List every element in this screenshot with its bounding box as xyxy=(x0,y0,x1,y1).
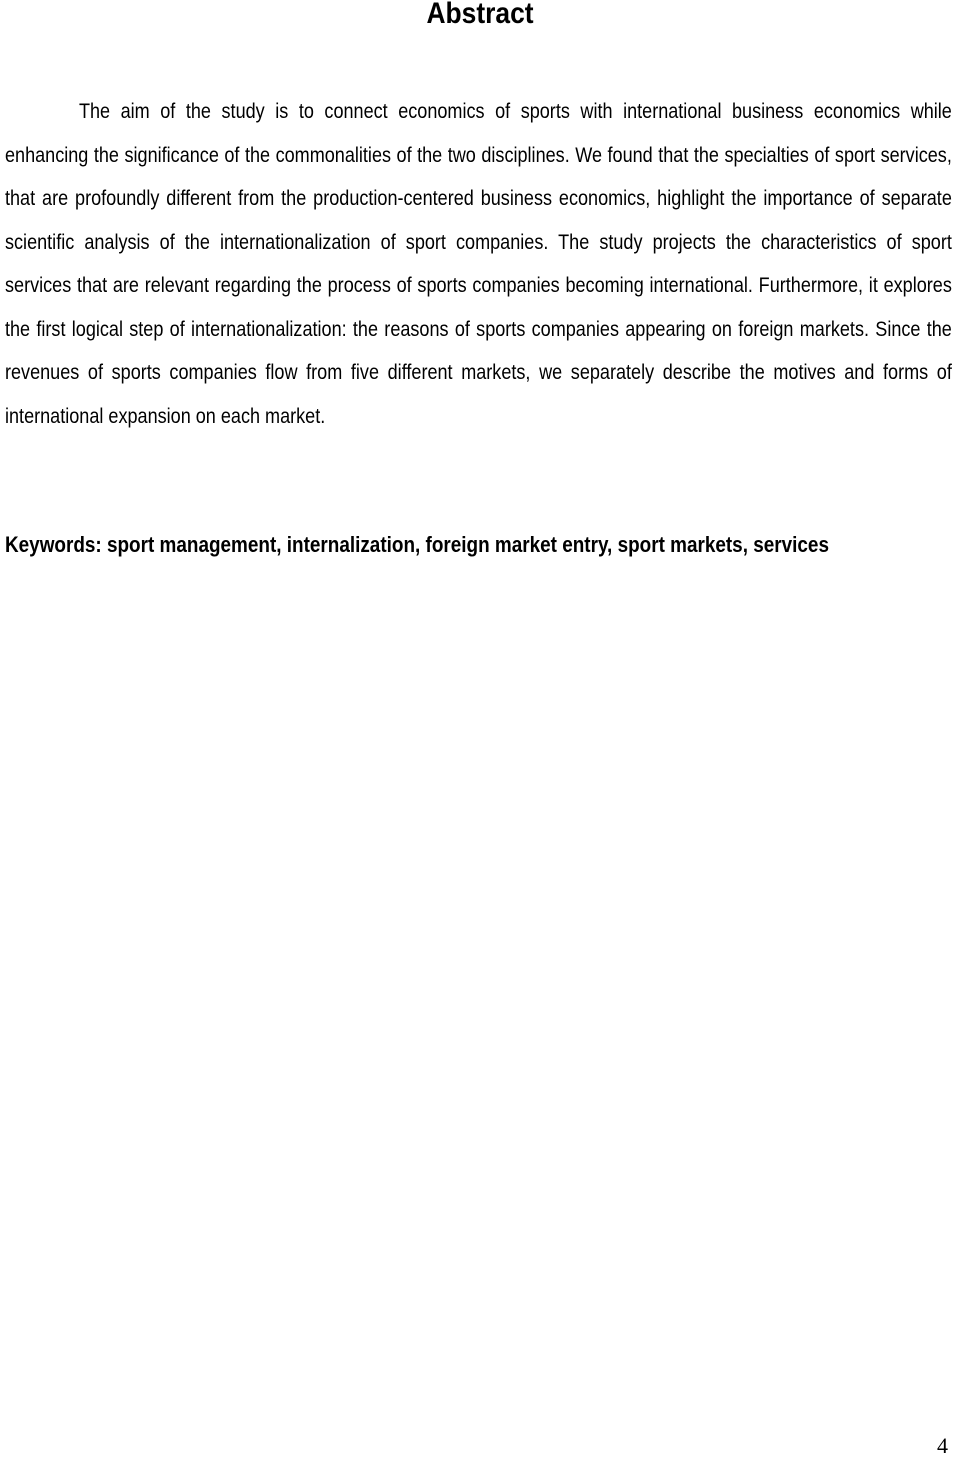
keywords-section xyxy=(5,526,960,564)
page-title: Abstract xyxy=(426,0,534,30)
keywords-line: Keywords: sport management, internalization, foreign market entry, sport markets, services xyxy=(5,532,829,557)
page-number: 4 xyxy=(937,1433,948,1458)
abstract-section xyxy=(5,90,952,438)
abstract-paragraph: The aim of the study is to connect economics of sports with international business economics while enhancing the significance of the commonalities of the two disciplines. We found that the specialties of sport services, that are profoundly different from the production-centered business economics, highlight the importance of separate scientific analysis of the internationalization of sport companies. The study projects the characteristics of sport services that are relevant regarding the process of sports companies becoming international. Furthermore, it explores the first logical step of internationalization: the reasons of sports companies appearing on foreign markets. Since the revenues of sports companies flow from five different markets, we separately describe the motives and forms of international expansion on each market. xyxy=(5,100,952,428)
